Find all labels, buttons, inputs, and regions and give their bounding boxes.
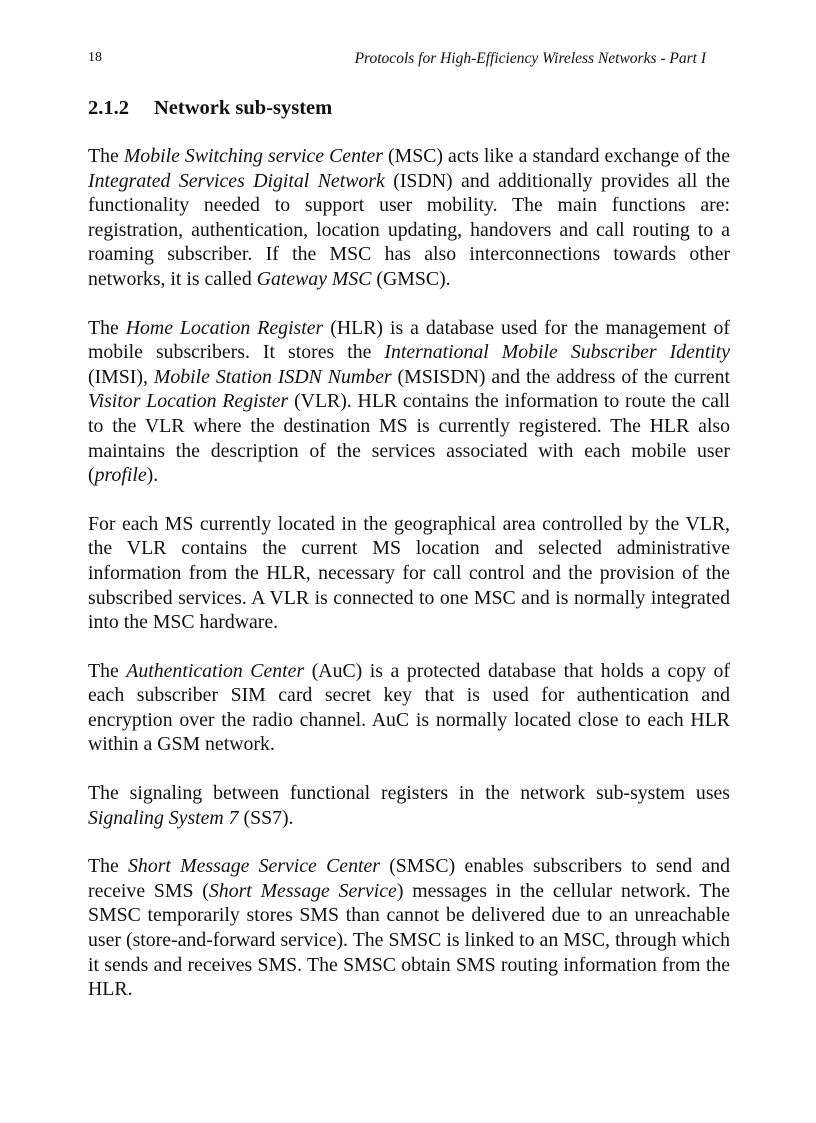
- text-run: The: [88, 659, 127, 682]
- page-number: 18: [88, 50, 102, 65]
- term-vlr: Visitor Location Register: [88, 390, 289, 413]
- text-run: ).: [146, 464, 159, 487]
- paragraph-ss7: [88, 781, 730, 830]
- text-run: (IMSI),: [88, 365, 154, 388]
- text-run: (HLR) is a database used for the management of mobile subscribers. It stores the: [88, 316, 730, 364]
- term-smsc: Short Message Service Center: [128, 855, 380, 878]
- text-run: (ISDN) and additionally provides all the functionality needed to support user mobility. The main functions are: registration, authentication, location updating, handovers and call routing to a roaming subscriber. If the MSC has also interconnections towards other networks, it is called: [88, 169, 730, 290]
- book-page: [88, 48, 730, 1002]
- running-title: Protocols for High-Efficiency Wireless Networks - Part I: [354, 50, 706, 67]
- term-profile: profile: [94, 464, 147, 487]
- text-run: (MSISDN) and the address of the current: [391, 365, 730, 388]
- text-run: The signaling between functional registers in the network sub-system uses: [88, 782, 730, 805]
- text-run: (MSC) acts like a standard exchange of the: [382, 145, 730, 167]
- term-msc: Mobile Switching service Center: [123, 145, 383, 167]
- term-msisdn: Mobile Station ISDN Number: [153, 365, 392, 388]
- text-run: For each MS currently located in the geographical area controlled by the VLR, the VLR contains the current MS location and selected administrative information from the HLR, necessary for call control and the provision of the subscribed services. A VLR is connected to one MSC and is normally integrated into the MSC hardware.: [88, 512, 730, 634]
- paragraph-hlr: [88, 316, 730, 488]
- term-imsi: International Mobile Subscriber Identity: [384, 341, 731, 364]
- term-hlr: Home Location Register: [125, 316, 324, 339]
- paragraph-vlr: [88, 512, 730, 635]
- text-run: (VLR). HLR contains the information to route the call to the VLR where the destination MS is currently registered. The HLR also maintains the description of the services associated with each mobile user (: [88, 390, 730, 487]
- section-heading: [88, 94, 730, 122]
- text-run: The: [88, 316, 126, 339]
- term-isdn: Integrated Services Digital Network: [88, 169, 385, 192]
- paragraph-msc: [88, 144, 730, 292]
- term-sms: Short Message Service: [208, 879, 397, 902]
- term-auc: Authentication Center: [126, 659, 305, 682]
- paragraph-auc: [88, 659, 730, 757]
- paragraph-smsc: [88, 854, 730, 1002]
- term-ss7: Signaling System 7: [88, 806, 239, 829]
- text-run: (GMSC).: [371, 267, 451, 290]
- text-run: The: [88, 145, 124, 167]
- term-gmsc: Gateway MSC: [256, 267, 372, 290]
- running-header: [88, 48, 730, 72]
- text-run: The: [88, 855, 129, 878]
- text-run: (SMSC) enables subscribers to send and receive SMS (: [88, 855, 731, 902]
- section-title: Network sub-system: [154, 97, 333, 119]
- section-number: 2.1.2: [88, 97, 129, 119]
- text-run: (SS7).: [238, 806, 294, 829]
- text-run: (AuC) is a protected database that holds a copy of each subscriber SIM card secret key that is used for authentication and encryption over the radio channel. AuC is normally located close to each HLR within a GSM network.: [88, 659, 731, 756]
- text-run: ) messages in the cellular network. The SMSC temporarily stores SMS than cannot be delivered due to an unreachable user (store-and-forward service). The SMSC is linked to an MSC, through which it sends and receives SMS. The SMSC obtain SMS routing information from the HLR.: [88, 879, 730, 1001]
